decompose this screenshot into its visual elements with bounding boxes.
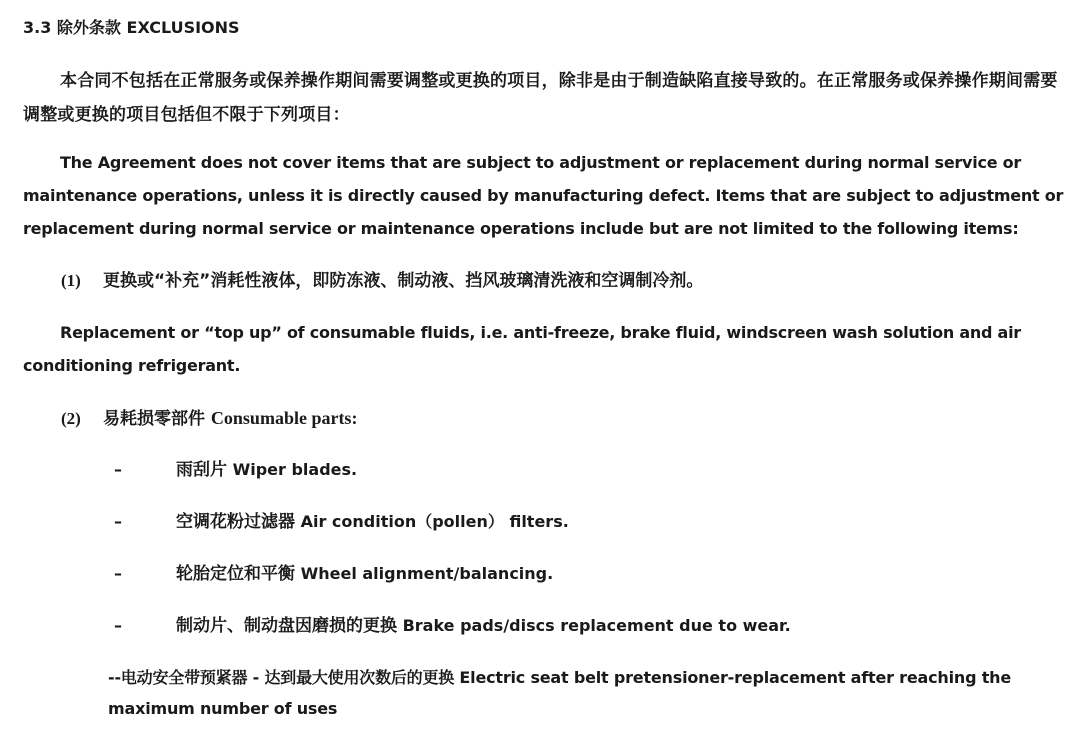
list-item-text [176,455,357,485]
list-item-text [176,559,553,589]
list-item-cn: 空调花粉过滤器 [176,512,295,532]
dash-bullet: – [114,512,122,531]
dash-bullet: – [114,616,122,635]
section-title-en: EXCLUSIONS [126,18,240,37]
item-2 [61,403,1066,434]
list-item [108,455,1066,485]
list-item-cn: 轮胎定位和平衡 [176,564,295,584]
list-item [108,559,1066,589]
list-item-text [176,507,569,537]
item-1-text-en: Replacement or “top up” of consumable fluids, i.e. anti-freeze, brake fluid, windscreen wash solution and air conditioning refrigerant. [23,323,1021,375]
section-number: 3.3 [23,18,52,37]
list-item-cn: 制动片、制动盘因磨损的更换 [176,616,397,636]
list-item-en: Wiper blades. [232,460,358,479]
list-item-en: Wheel alignment/balancing. [300,564,554,583]
item-1 [61,266,1066,296]
item-1-text-cn: 更换或“补充”消耗性液体，即防冻液、制动液、挡风玻璃清洗液和空调制冷剂。 [103,271,704,291]
item-2-number: (2) [61,409,81,428]
list-item-cn: 雨刮片 [176,460,227,480]
extra-item-seat-belt: --电动安全带预紧器 - 达到最大使用次数后的更换 Electric seat belt pretensioner-replacement after reaching the maximum number of uses [108,668,1011,718]
paragraph-en: The Agreement does not cover items that are subject to adjustment or replacement during normal service or maintenance operations, unless it is directly caused by manufacturing defect. Items that are subject to adjustment or replacement during normal service or maintenance operations include but are not limited to the following items: [23,153,1064,238]
list-item-en: Brake pads/discs replacement due to wear. [402,616,791,635]
list-item [108,611,1066,641]
item-2-label-en: Consumable parts: [210,408,358,428]
list-item-text [176,611,791,641]
list-item [108,507,1066,537]
section-heading [23,16,1066,40]
list-item-en: Air condition（pollen） filters. [300,512,569,531]
item-1-number: (1) [61,271,81,290]
dash-bullet: – [114,460,122,479]
paragraph-cn: 本合同不包括在正常服务或保养操作期间需要调整或更换的项目，除非是由于制造缺陷直接导致的。在正常服务或保养操作期间需要调整或更换的项目包括但不限于下列项目： [23,71,1058,125]
section-title-cn: 除外条款 [56,18,121,37]
dash-bullet: – [114,564,122,583]
item-2-label-cn: 易耗损零部件 [103,409,205,429]
